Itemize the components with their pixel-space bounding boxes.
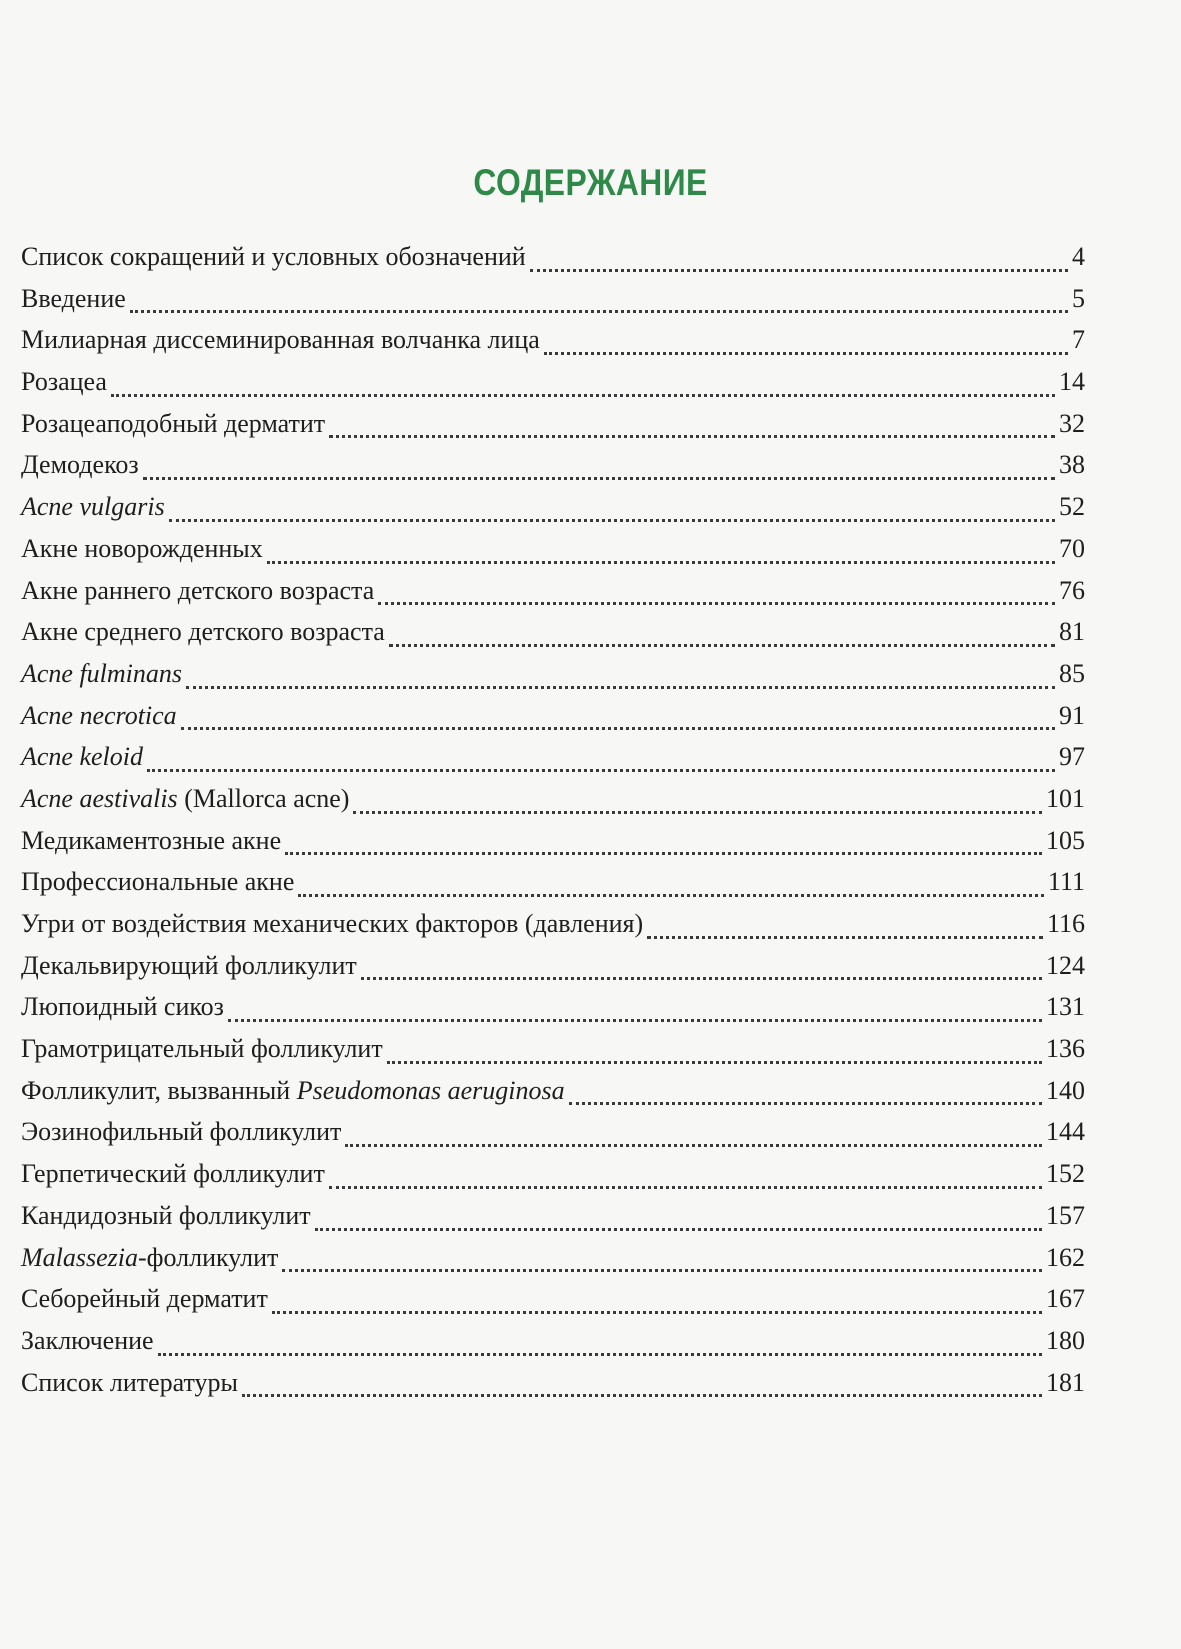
toc-entry [21,778,1085,820]
toc-entry-text: Медикаментозные акне [21,825,282,855]
toc-entry-italic-text: Pseudomonas aeruginosa [296,1075,565,1105]
toc-entry-italic-text: Acne keloid [21,742,143,772]
dot-leader [282,1239,1042,1272]
toc-entry-text: Список литературы [21,1367,238,1397]
toc-entry-label [21,278,130,320]
toc-entry-label [21,486,169,528]
toc-entry [21,1028,1085,1070]
toc-entry [21,611,1085,653]
toc-entry-page-number: 76 [1059,575,1085,605]
toc-entry-label [21,361,111,403]
toc-entry-text: Фолликулит, вызванный [21,1075,297,1105]
dot-leader [353,781,1042,814]
toc-entry-italic-text: Acne vulgaris [21,492,165,522]
toc-entry-text: Декальвирующий фолликулит [21,950,357,980]
toc-entry-text: Грамотрицательный фолликулит [21,1034,383,1064]
toc-entry [21,278,1085,320]
toc-entry [21,695,1085,737]
toc-entry-page-number: 105 [1046,825,1085,855]
dot-leader [272,1281,1042,1314]
toc-entry-label [21,1362,242,1404]
toc-entry [21,1320,1085,1362]
toc-entry-italic-text: Malassezia [21,1242,138,1272]
toc-entry-page-number: 144 [1046,1117,1085,1147]
dot-leader [569,1072,1042,1105]
toc-entry-page-number: 162 [1046,1242,1085,1272]
toc-entry-label [21,1111,345,1153]
toc-entry-label [21,945,361,987]
dot-leader [530,239,1068,272]
toc-entry-page-number: 14 [1059,367,1085,397]
toc-entry-text: Розацеаподобный дерматит [21,408,326,438]
toc-entry-text: Профессиональные акне [21,867,295,897]
toc-entry-italic-text: Acne fulminans [21,658,183,688]
toc-entry-page-number: 91 [1059,700,1085,730]
toc-entry-text: Розацеа [21,367,107,397]
toc-entry-text: Акне новорожденных [21,533,263,563]
toc-entry [21,861,1085,903]
dot-leader [242,1364,1042,1397]
toc-entry-label [21,1028,387,1070]
toc-entry-label [21,1195,315,1237]
dot-leader [169,489,1055,522]
toc-entry-page-number: 181 [1046,1367,1085,1397]
toc-entry-page-number: 116 [1046,909,1085,938]
toc-entry-suffix: -фолликулит [138,1242,279,1272]
toc-title: СОДЕРЖАНИЕ [473,162,708,203]
toc-entry-label [21,653,186,695]
dot-leader [143,447,1055,480]
toc-entry-page-number: 167 [1046,1284,1085,1314]
toc-entry-page-number: 70 [1059,533,1085,563]
dot-leader [329,405,1055,438]
dot-leader [544,322,1068,355]
toc-entry-label [21,1320,158,1362]
toc-entry-label [21,611,389,653]
toc-entry [21,820,1085,862]
toc-entry-label [21,236,530,278]
toc-entry-text: Угри от воздействия механических факторов (давления) [21,909,644,938]
toc-entry [21,361,1085,403]
toc-entry-label [21,778,353,820]
toc-entry [21,444,1085,486]
dot-leader [285,822,1042,855]
toc-entry-page-number: 140 [1046,1075,1085,1105]
toc-entry [21,1195,1085,1237]
toc-entry-label [21,1278,272,1320]
toc-entry-text: Герпетический фолликулит [21,1159,325,1189]
toc-entry-text: Список сокращений и условных обозначений [21,242,526,271]
toc-entry-label [21,444,143,486]
toc-entry-page-number: 4 [1072,242,1085,271]
dot-leader [387,1031,1042,1064]
toc-entry-page-number: 81 [1059,617,1085,647]
toc-entry-text: Акне среднего детского возраста [21,617,385,647]
toc-entry-label [21,861,298,903]
toc-entry [21,403,1085,445]
toc-entry-page-number: 52 [1059,492,1085,522]
toc-entry-text: Эозинофильный фолликулит [21,1117,342,1147]
toc-entry-label [21,986,228,1028]
toc-entry-text: Демодекоз [21,450,139,480]
dot-leader [345,1114,1042,1147]
dot-leader [647,906,1043,939]
toc-entry-page-number: 101 [1046,783,1085,813]
dot-leader [389,614,1055,647]
toc-entry-label [21,319,544,361]
dot-leader [158,1323,1042,1356]
toc-entry-label [21,736,147,778]
dot-leader [298,864,1044,897]
toc-entry [21,653,1085,695]
toc-entry-page-number: 85 [1059,658,1085,688]
toc-entry-label [21,403,329,445]
toc-entry [21,986,1085,1028]
toc-entry [21,945,1085,987]
toc-entry-text: Кандидозный фолликулит [21,1200,311,1230]
toc-entry-page-number: 136 [1046,1034,1085,1064]
dot-leader [329,1156,1042,1189]
toc-entry [21,1362,1085,1404]
toc-entry-text: Введение [21,283,126,313]
toc-entry-page-number: 32 [1059,408,1085,438]
toc-entry-page-number: 38 [1059,450,1085,480]
toc-entry-page-number: 152 [1046,1159,1085,1189]
dot-leader [361,947,1042,980]
toc-entry-page-number: 111 [1047,867,1085,897]
toc-entry-label [21,1153,329,1195]
toc-entry [21,1278,1085,1320]
toc-entry [21,319,1085,361]
toc-entry-label [21,528,267,570]
dot-leader [186,656,1055,689]
toc-entry [21,528,1085,570]
toc-entry-text: Люпоидный сикоз [21,992,224,1022]
toc-entry [21,1153,1085,1195]
dot-leader [111,364,1055,397]
toc-entry [21,236,1085,278]
toc-entry-page-number: 7 [1072,325,1085,355]
toc-entry-text: Милиарная диссеминированная волчанка лица [21,325,540,355]
toc-entry [21,903,1085,945]
toc-entry-page-number: 5 [1072,283,1085,313]
toc-entry-text: Заключение [21,1325,154,1355]
toc-entry-label [21,1070,569,1112]
toc-entry-label [21,903,647,945]
toc-entry [21,570,1085,612]
toc-entry-text: Акне раннего детского возраста [21,575,375,605]
toc-entry-page-number: 180 [1046,1325,1085,1355]
toc-entry [21,486,1085,528]
toc-entry-page-number: 97 [1059,742,1085,772]
toc-entry-page-number: 124 [1046,950,1085,980]
toc-entry [21,1111,1085,1153]
toc-entry-label [21,570,378,612]
dot-leader [267,531,1055,564]
toc-entry-label [21,1237,282,1279]
toc-entry-page-number: 131 [1046,992,1085,1022]
toc-entry-page-number: 157 [1046,1200,1085,1230]
toc-entry-text: Себорейный дерматит [21,1284,268,1314]
dot-leader [228,989,1042,1022]
dot-leader [315,1198,1042,1231]
toc-entry-italic-text: Acne necrotica [21,700,177,730]
toc-entry [21,1237,1085,1279]
dot-leader [130,280,1068,313]
dot-leader [181,697,1055,730]
table-of-contents [21,236,1085,1403]
toc-entry [21,736,1085,778]
toc-entry [21,1070,1085,1112]
toc-entry-suffix: (Mallorca acne) [177,783,350,813]
toc-entry-label [21,695,181,737]
dot-leader [147,739,1055,772]
dot-leader [378,572,1055,605]
toc-entry-italic-text: Acne aestivalis [21,783,178,813]
toc-entry-label [21,820,285,862]
